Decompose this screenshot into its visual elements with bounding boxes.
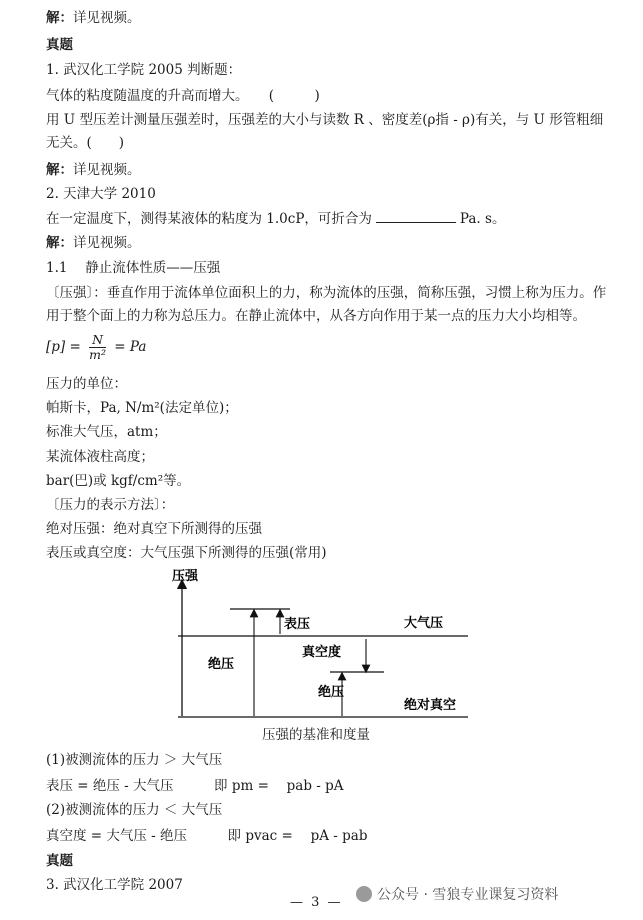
watermark (356, 884, 558, 904)
section-heading-zhenti-2: 真题 (46, 853, 73, 869)
unit-item-atm: 标准大气压，atm； (46, 424, 167, 440)
absolute-vacuum-label: 绝对真空 (404, 698, 457, 713)
question-2-text (46, 209, 505, 229)
section-heading-zhenti: 真题 (46, 37, 73, 53)
vacuum-label: 真空度 (302, 645, 342, 660)
pressure-definition: 〔压强〕：垂直作用于流体单位面积上的力，称为流体的压强，简称压强，习惯上称为压力。作用于整个面上的力称为总压力。在静止流体中，从各方向作用于某一点的压力大小均相等。 (46, 285, 607, 324)
question-2-part-a: 在一定温度下，测得某液体的粘度为 1.0cP，可折合为 (46, 211, 372, 227)
formula-numerator: N (89, 333, 106, 348)
watermark-text: 公众号 · 雪狼专业课复习资料 (377, 887, 559, 903)
unit-item-bar: bar(巴)或 kgf/cm²等。 (46, 473, 191, 489)
wechat-icon (356, 886, 372, 902)
question-1-statement-1: 气体的粘度随温度的升高而增大。 ( ) (46, 88, 320, 104)
gauge-vacuum-def: 表压或真空度：大气压强下所测得的压强(常用) (46, 545, 327, 561)
case-1-title: (1)被测流体的压力 ＞ 大气压 (46, 752, 223, 768)
answer-text: 详见视频。 (73, 235, 141, 251)
page-number: — 3 — (290, 895, 343, 910)
representation-title: 〔压力的表示方法〕： (46, 497, 175, 513)
y-axis-label: 压强 (172, 569, 199, 584)
fill-in-blank (376, 210, 456, 223)
pressure-reference-diagram (170, 566, 480, 741)
question-2-part-b: Pa. s。 (459, 211, 506, 227)
case-2-title: (2)被测流体的压力 ＜ 大气压 (46, 802, 223, 818)
formula-lhs: [p] (46, 339, 66, 355)
answer-label: 解： (46, 10, 73, 26)
answer-text: 详见视频。 (73, 162, 141, 178)
formula-fraction (89, 333, 106, 362)
unit-item-pascal: 帕斯卡，Pa, N/m²(法定单位)； (46, 400, 238, 416)
atmosphere-label: 大气压 (404, 616, 444, 631)
gauge-label: 表压 (284, 617, 311, 632)
abs-pressure-label-right: 绝压 (318, 685, 345, 700)
question-1-title: 1. 武汉化工学院 2005 判断题： (46, 62, 242, 78)
absolute-pressure-def: 绝对压强：绝对真空下所测得的压强 (46, 521, 262, 537)
answer-label: 解： (46, 235, 73, 251)
abs-pressure-label-left: 绝压 (208, 657, 235, 672)
answer-line-1 (46, 8, 141, 28)
case-1-equation: 表压 = 绝压 - 大气压 即 pm = pab - pA (46, 778, 344, 794)
answer-line-2 (46, 160, 141, 180)
formula-denominator: m² (89, 347, 106, 362)
diagram-caption: 压强的基准和度量 (262, 727, 370, 743)
answer-text: 详见视频。 (73, 10, 141, 26)
unit-item-column: 某流体液柱高度； (46, 449, 154, 465)
case-2-equation: 真空度 = 大气压 - 绝压 即 pvac = pA - pab (46, 828, 368, 844)
question-3-title: 3. 武汉化工学院 2007 (46, 877, 183, 893)
pressure-unit-formula: [p] = $\frac{N}{\text{m²}}$ = Pa (46, 332, 147, 362)
answer-line-3 (46, 233, 141, 253)
question-1-statement-2: 用 U 型压差计测量压强差时，压强差的大小与读数 R 、密度差(ρ指 - ρ)有关，与 U 形管粗细无关。( ) (46, 112, 604, 151)
answer-label: 解： (46, 162, 73, 178)
question-2-title: 2. 天津大学 2010 (46, 186, 156, 202)
section-title: 1.1 静止流体性质——压强 (46, 260, 221, 276)
units-title: 压力的单位： (46, 376, 127, 392)
formula-rhs: = Pa (114, 339, 147, 355)
